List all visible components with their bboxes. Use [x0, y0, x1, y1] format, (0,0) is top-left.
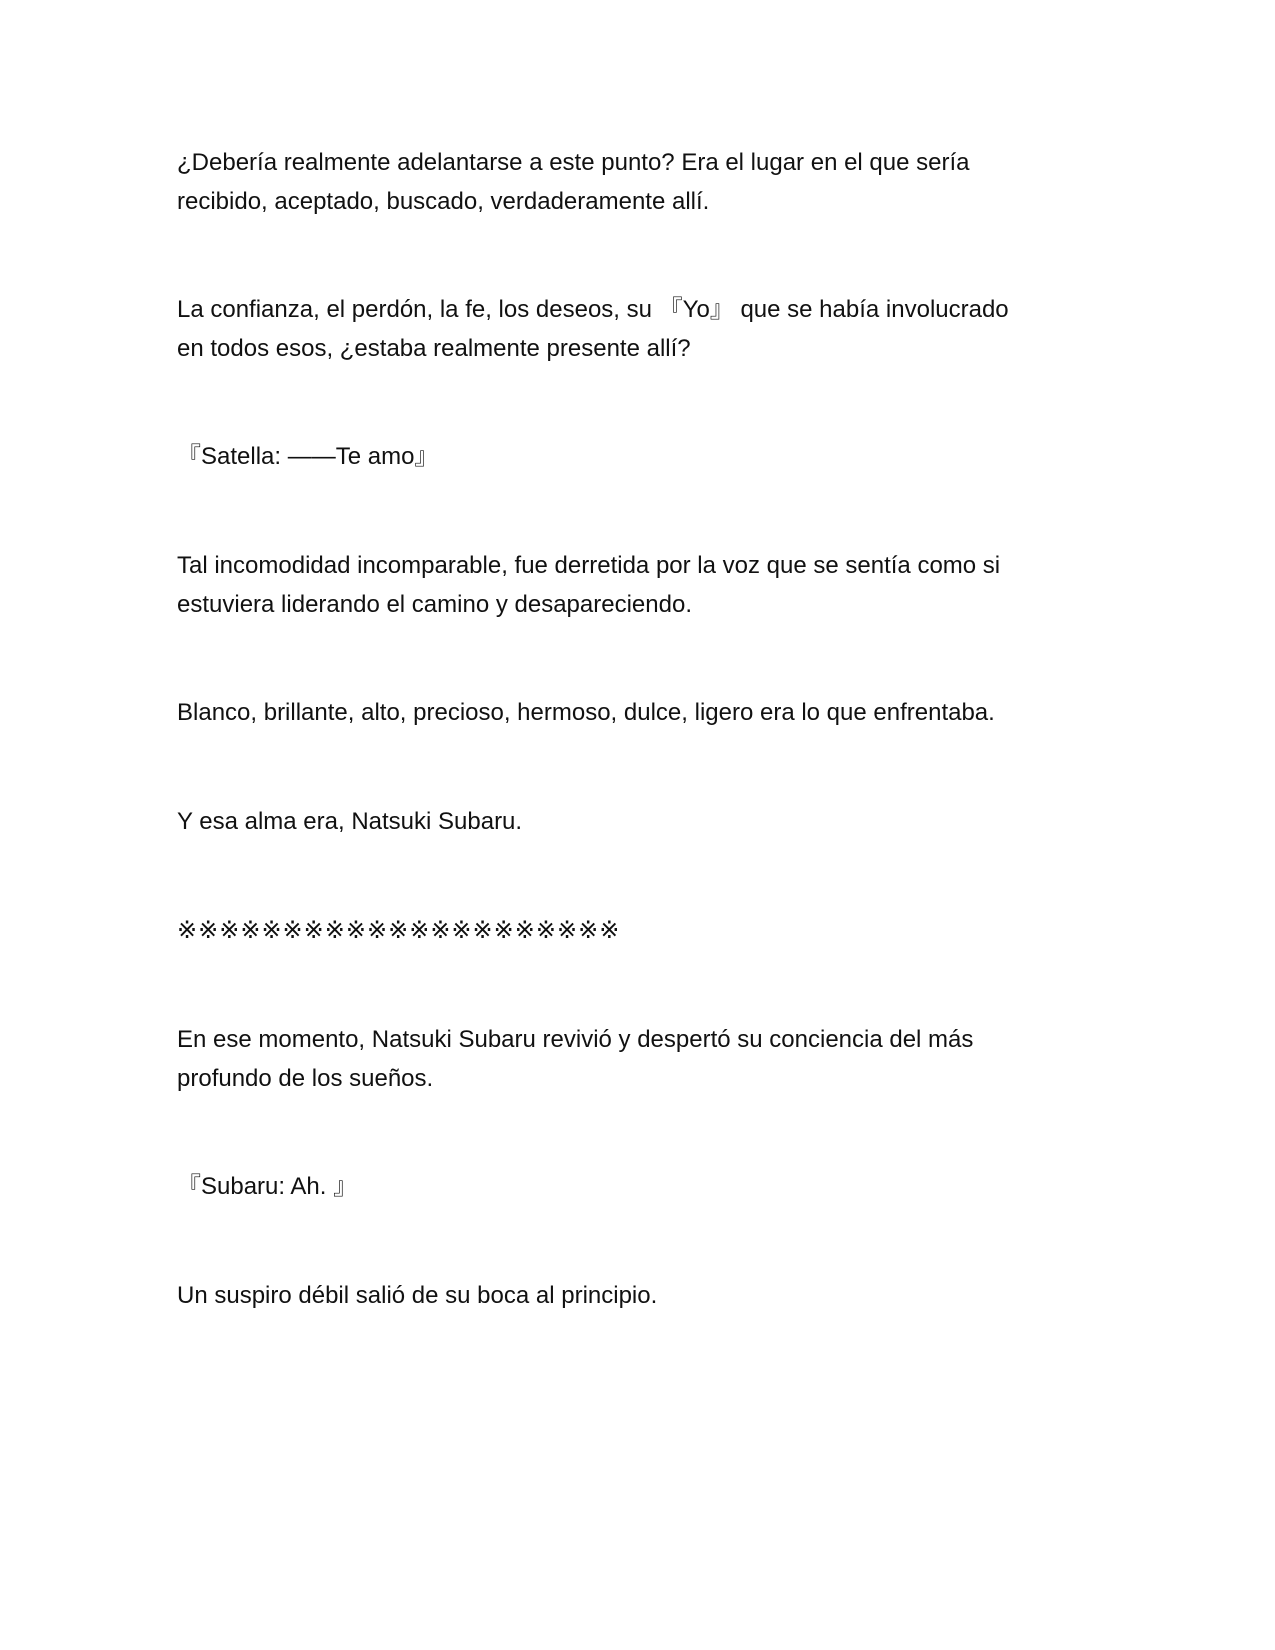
paragraph-line: en todos esos, ¿estaba realmente presente allí?	[177, 335, 691, 362]
dialogue-satella	[177, 437, 1117, 476]
paragraph-line: En ese momento, Natsuki Subaru revivió y despertó su conciencia del más	[177, 1026, 974, 1053]
separator-line: ※※※※※※※※※※※※※※※※※※※※※	[177, 916, 621, 944]
paragraph-line: Blanco, brillante, alto, precioso, hermoso, dulce, ligero era lo que enfrentaba.	[177, 699, 995, 726]
paragraph-2	[177, 290, 1117, 368]
paragraph-6	[177, 1020, 1117, 1098]
paragraph-line: Un suspiro débil salió de su boca al principio.	[177, 1282, 658, 1309]
scene-separator	[177, 911, 1117, 950]
paragraph-line: estuviera liderando el camino y desapareciendo.	[177, 591, 692, 618]
paragraph-line: recibido, aceptado, buscado, verdaderamente allí.	[177, 188, 710, 215]
paragraph-line: La confianza, el perdón, la fe, los deseos, su 『Yo』 que se había involucrado	[177, 296, 1009, 323]
dialogue-line: 『Subaru: Ah. 』	[177, 1173, 358, 1200]
dialogue-line: 『Satella: ――Te amo』	[177, 443, 439, 470]
paragraph-1	[177, 143, 1117, 221]
paragraph-5	[177, 802, 1117, 841]
dialogue-subaru	[177, 1167, 1117, 1206]
paragraph-4	[177, 693, 1117, 732]
paragraph-line: Y esa alma era, Natsuki Subaru.	[177, 808, 523, 835]
paragraph-7	[177, 1276, 1117, 1315]
paragraph-line: ¿Debería realmente adelantarse a este punto? Era el lugar en el que sería	[177, 149, 970, 176]
paragraph-3	[177, 546, 1117, 624]
paragraph-line: Tal incomodidad incomparable, fue derretida por la voz que se sentía como si	[177, 552, 1001, 579]
paragraph-line: profundo de los sueños.	[177, 1065, 434, 1092]
